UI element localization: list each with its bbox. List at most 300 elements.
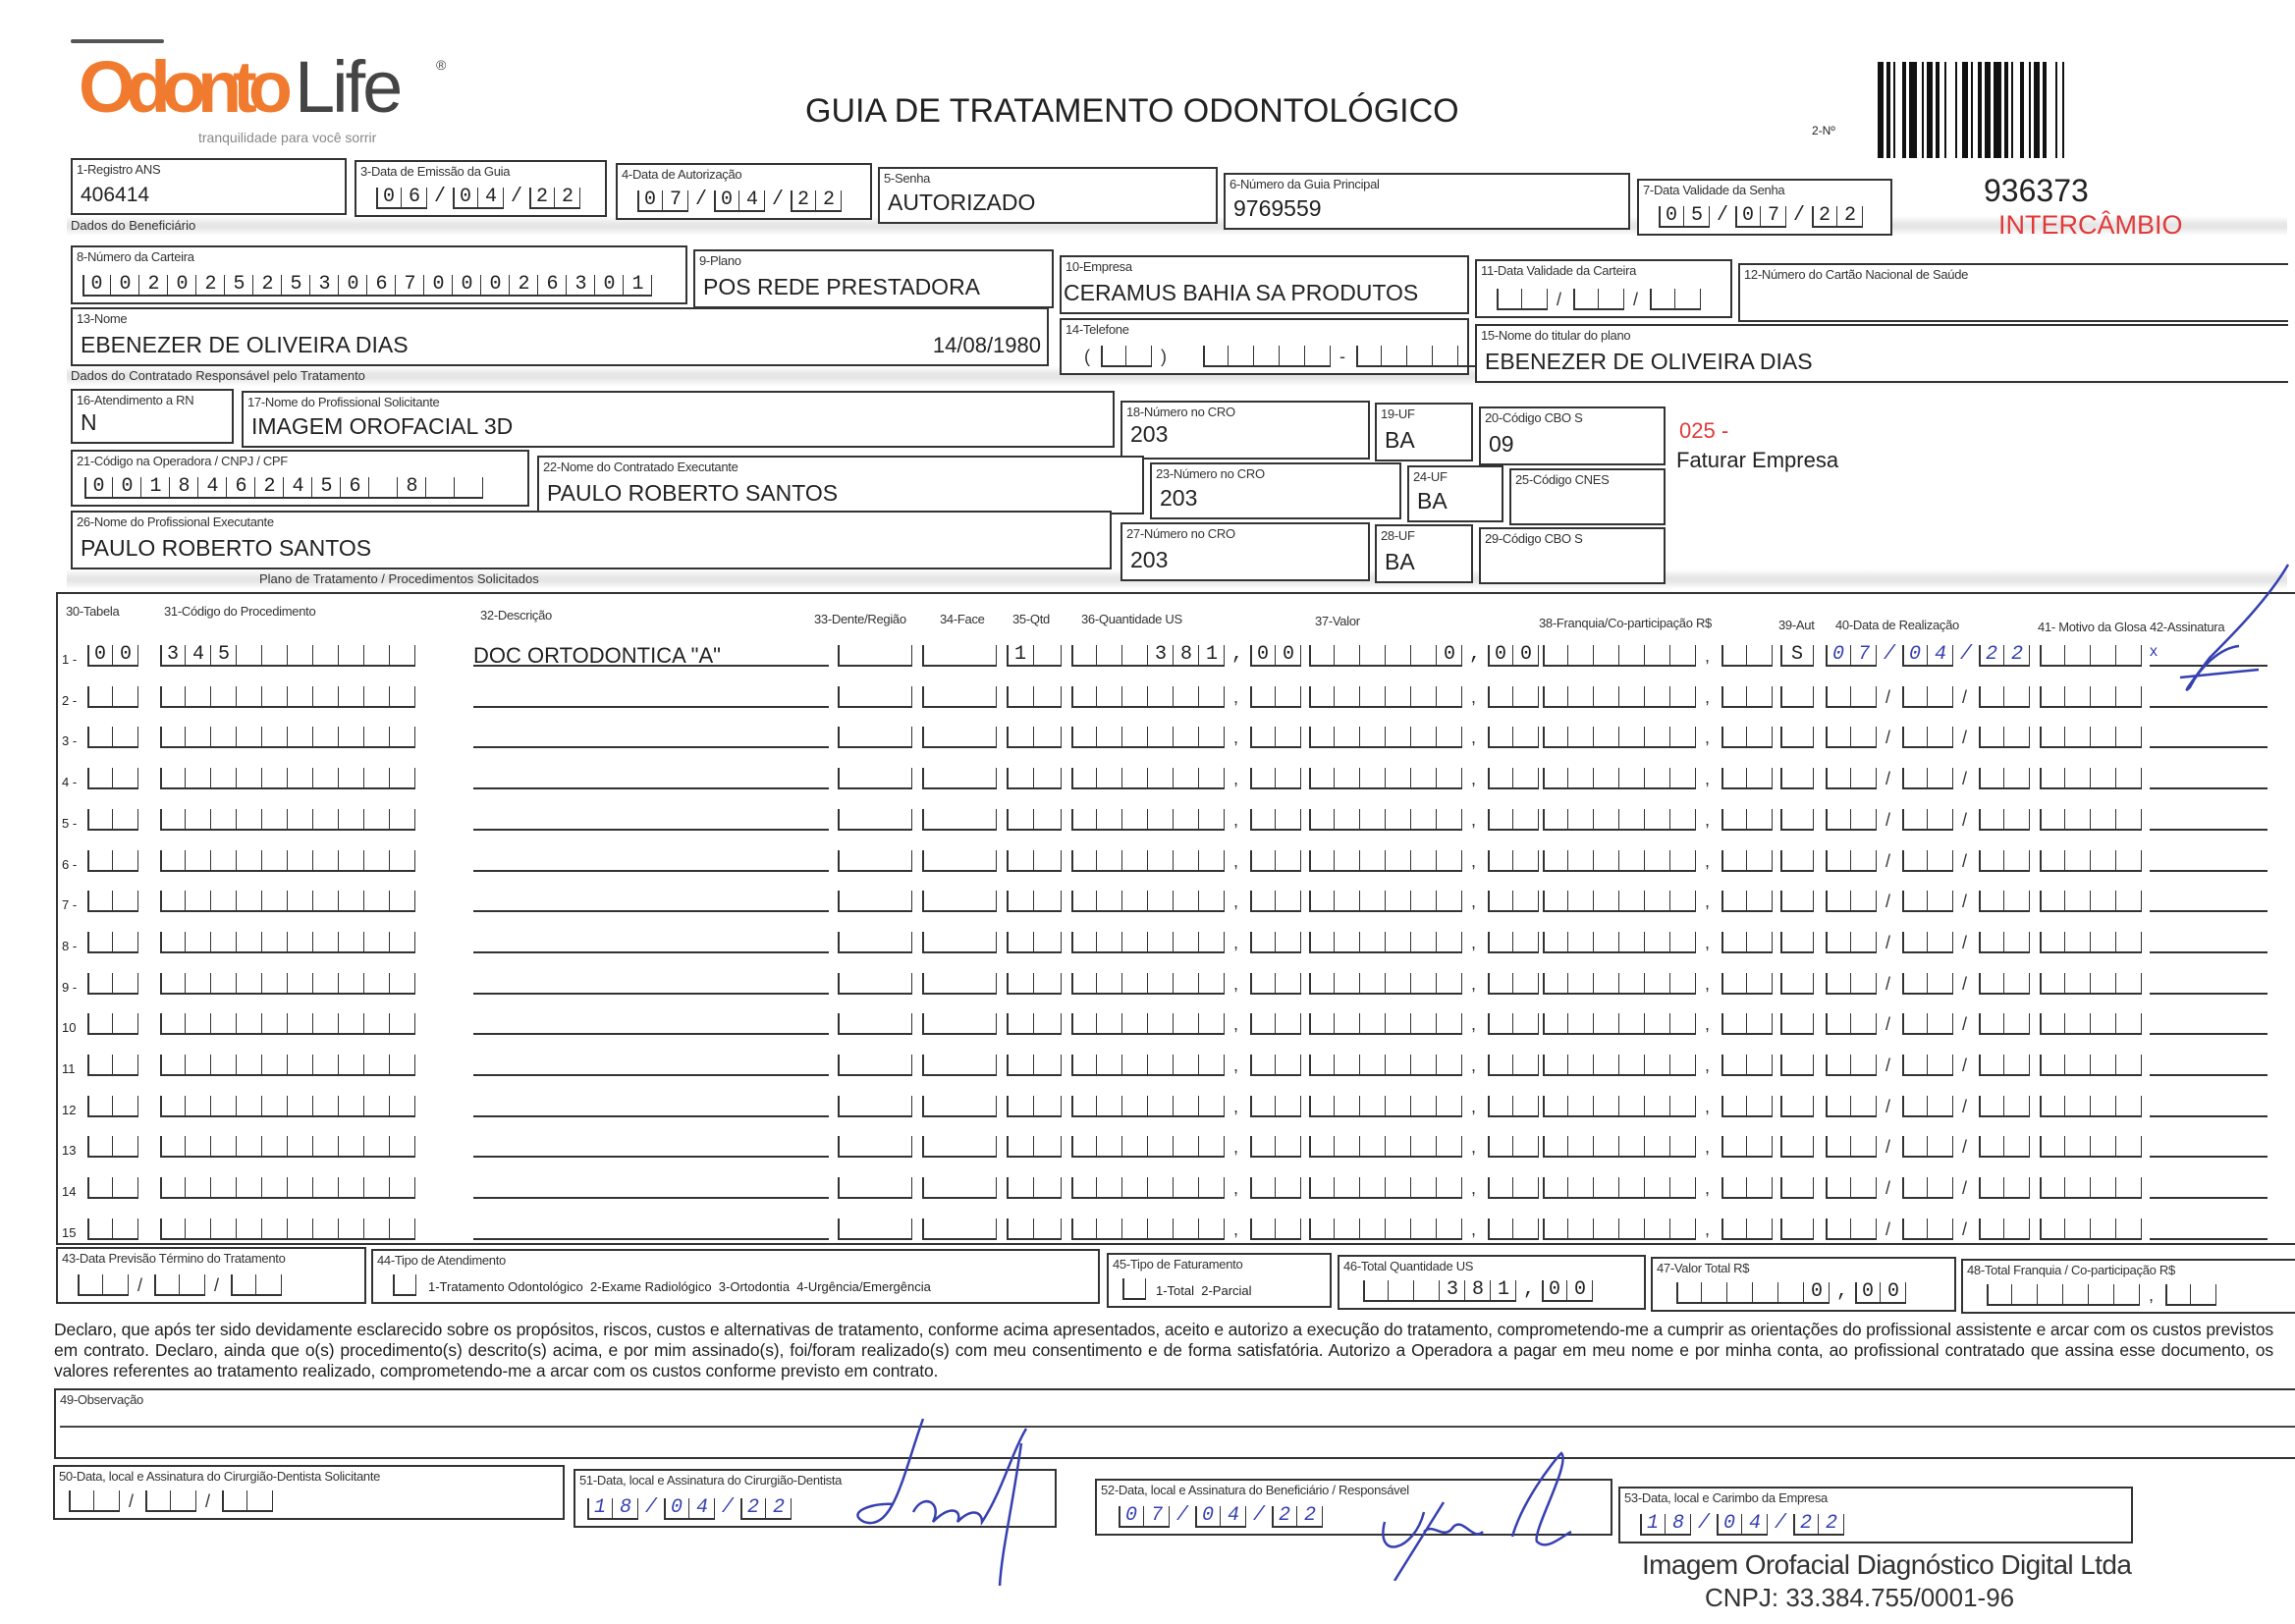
char-cell[interactable] <box>1543 1096 1568 1117</box>
char-cell[interactable] <box>1568 1218 1594 1240</box>
char-cell[interactable] <box>1250 932 1276 953</box>
char-cell[interactable] <box>262 1136 288 1158</box>
char-cell[interactable] <box>1619 891 1645 912</box>
char-cell[interactable] <box>1488 1218 1513 1240</box>
char-cell[interactable] <box>390 850 415 872</box>
char-cell[interactable] <box>339 727 364 748</box>
char-cell[interactable] <box>1437 850 1462 872</box>
char-cell[interactable] <box>160 850 186 872</box>
char-cell[interactable] <box>1360 1013 1386 1035</box>
char-cell[interactable] <box>1670 973 1696 995</box>
char-cell[interactable] <box>1122 973 1148 995</box>
char-cell[interactable] <box>237 850 262 872</box>
char-cell[interactable] <box>288 645 313 667</box>
char-cell[interactable] <box>1122 1096 1148 1117</box>
char-cell[interactable] <box>1780 768 1814 789</box>
char-cell[interactable] <box>1174 1136 1199 1158</box>
char-cell[interactable] <box>288 809 313 831</box>
char-cell[interactable] <box>1543 1136 1568 1158</box>
char-cell[interactable] <box>1097 1096 1122 1117</box>
char-cell[interactable] <box>1034 973 1062 995</box>
char-cell[interactable] <box>1386 1013 1411 1035</box>
char-cell[interactable] <box>1488 1136 1513 1158</box>
char-cell[interactable] <box>1645 686 1670 708</box>
char-cell[interactable] <box>2091 1177 2116 1199</box>
char-cell[interactable] <box>1488 1096 1513 1117</box>
char-cell[interactable] <box>1250 686 1276 708</box>
char-cell[interactable] <box>1437 1096 1462 1117</box>
char-cell[interactable] <box>1360 891 1386 912</box>
char-cell[interactable] <box>2040 1218 2065 1240</box>
char-cell[interactable] <box>1437 973 1462 995</box>
char-cell[interactable] <box>1619 1055 1645 1076</box>
assinatura-field[interactable] <box>2150 807 2268 831</box>
char-cell[interactable] <box>1780 1013 1814 1035</box>
descricao-field[interactable] <box>473 807 829 831</box>
char-cell[interactable] <box>1645 891 1670 912</box>
char-cell[interactable] <box>1437 1177 1462 1199</box>
char-cell[interactable] <box>1250 973 1276 995</box>
char-cell[interactable] <box>186 1136 211 1158</box>
char-cell[interactable] <box>1979 973 2004 995</box>
char-cell[interactable] <box>2091 850 2116 872</box>
assinatura-field[interactable]: x <box>2150 643 2268 667</box>
char-cell[interactable] <box>2116 1218 2142 1240</box>
char-cell[interactable] <box>1902 891 1928 912</box>
char-cell[interactable] <box>2040 727 2065 748</box>
char-cell[interactable] <box>1250 891 1276 912</box>
char-cell[interactable] <box>113 850 138 872</box>
char-cell[interactable] <box>211 850 237 872</box>
char-cell[interactable] <box>1034 1136 1062 1158</box>
char-cell[interactable] <box>113 1218 138 1240</box>
char-cell[interactable] <box>339 932 364 953</box>
char-cell[interactable] <box>838 891 912 912</box>
char-cell[interactable] <box>1594 1218 1619 1240</box>
char-cell[interactable] <box>1513 1013 1539 1035</box>
char-cell[interactable] <box>186 768 211 789</box>
char-cell[interactable] <box>2004 891 2030 912</box>
char-cell[interactable] <box>262 932 288 953</box>
char-cell[interactable] <box>1148 1013 1174 1035</box>
char-cell[interactable] <box>1851 932 1877 953</box>
char-cell[interactable] <box>1034 891 1062 912</box>
char-cell[interactable] <box>237 768 262 789</box>
char-cell[interactable] <box>339 1177 364 1199</box>
char-cell[interactable] <box>1670 1177 1696 1199</box>
char-cell[interactable] <box>1276 1218 1301 1240</box>
char-cell[interactable] <box>1007 1055 1034 1076</box>
char-cell[interactable] <box>1721 809 1747 831</box>
char-cell[interactable] <box>1276 1096 1301 1117</box>
char-cell[interactable] <box>1148 973 1174 995</box>
descricao-field[interactable]: DOC ORTODONTICA "A" <box>473 643 829 667</box>
char-cell[interactable] <box>1386 932 1411 953</box>
char-cell[interactable] <box>838 809 912 831</box>
char-cell[interactable] <box>160 809 186 831</box>
char-cell[interactable] <box>922 1013 997 1035</box>
char-cell[interactable] <box>1721 1177 1747 1199</box>
char-cell[interactable] <box>1928 1177 1953 1199</box>
char-cell[interactable] <box>1250 809 1276 831</box>
char-cell[interactable] <box>113 891 138 912</box>
char-cell[interactable] <box>288 1136 313 1158</box>
char-cell[interactable] <box>2004 932 2030 953</box>
char-cell[interactable] <box>1386 1096 1411 1117</box>
char-cell[interactable] <box>1305 346 1331 367</box>
assinatura-field[interactable] <box>2150 1094 2268 1117</box>
char-cell[interactable] <box>1097 1013 1122 1035</box>
char-cell[interactable] <box>87 809 113 831</box>
char-cell[interactable] <box>2065 768 2091 789</box>
char-cell[interactable] <box>1747 1177 1773 1199</box>
char-cell[interactable] <box>1780 1096 1814 1117</box>
char-cell[interactable] <box>1097 1055 1122 1076</box>
char-cell[interactable] <box>1670 1136 1696 1158</box>
char-cell[interactable] <box>922 891 997 912</box>
char-cell[interactable] <box>1360 768 1386 789</box>
char-cell[interactable] <box>364 809 390 831</box>
char-cell[interactable] <box>1122 1055 1148 1076</box>
char-cell[interactable] <box>1747 727 1773 748</box>
char-cell[interactable] <box>1979 1218 2004 1240</box>
char-cell[interactable] <box>1780 973 1814 995</box>
char-cell[interactable] <box>1675 289 1701 310</box>
char-cell[interactable] <box>390 932 415 953</box>
char-cell[interactable] <box>1851 727 1877 748</box>
char-cell[interactable] <box>1979 932 2004 953</box>
char-cell[interactable] <box>1007 1177 1034 1199</box>
char-cell[interactable] <box>2091 891 2116 912</box>
char-cell[interactable] <box>1619 768 1645 789</box>
char-cell[interactable] <box>87 727 113 748</box>
char-cell[interactable] <box>1335 891 1360 912</box>
char-cell[interactable] <box>2091 973 2116 995</box>
char-cell[interactable] <box>237 727 262 748</box>
char-cell[interactable] <box>1034 850 1062 872</box>
char-cell[interactable] <box>186 1177 211 1199</box>
char-cell[interactable] <box>1360 932 1386 953</box>
char-cell[interactable] <box>1309 686 1335 708</box>
char-cell[interactable] <box>1826 1055 1851 1076</box>
char-cell[interactable] <box>1437 768 1462 789</box>
char-cell[interactable] <box>922 1055 997 1076</box>
char-cell[interactable] <box>2040 850 2065 872</box>
char-cell[interactable] <box>1276 1177 1301 1199</box>
char-cell[interactable] <box>1148 850 1174 872</box>
char-cell[interactable] <box>1335 1055 1360 1076</box>
char-cell[interactable] <box>2004 727 2030 748</box>
char-cell[interactable] <box>2040 1096 2065 1117</box>
char-cell[interactable] <box>1928 1013 1953 1035</box>
char-cell[interactable] <box>288 891 313 912</box>
char-cell[interactable] <box>2091 1218 2116 1240</box>
char-cell[interactable] <box>364 727 390 748</box>
char-cell[interactable] <box>1097 891 1122 912</box>
char-cell[interactable] <box>113 768 138 789</box>
char-cell[interactable] <box>1979 850 2004 872</box>
char-cell[interactable] <box>2004 1013 2030 1035</box>
char-cell[interactable] <box>2065 973 2091 995</box>
char-cell[interactable] <box>1543 809 1568 831</box>
char-cell[interactable] <box>1928 1136 1953 1158</box>
char-cell[interactable] <box>2065 809 2091 831</box>
char-cell[interactable] <box>1619 727 1645 748</box>
char-cell[interactable] <box>1488 768 1513 789</box>
char-cell[interactable] <box>1356 346 1382 367</box>
char-cell[interactable] <box>1513 850 1539 872</box>
char-cell[interactable] <box>1309 809 1335 831</box>
char-cell[interactable] <box>1902 809 1928 831</box>
char-cell[interactable] <box>1543 686 1568 708</box>
char-cell[interactable] <box>1747 1013 1773 1035</box>
char-cell[interactable] <box>1851 1096 1877 1117</box>
char-cell[interactable] <box>1594 1136 1619 1158</box>
char-cell[interactable] <box>1034 727 1062 748</box>
char-cell[interactable] <box>237 686 262 708</box>
char-cell[interactable] <box>1280 346 1305 367</box>
char-cell[interactable] <box>1670 768 1696 789</box>
char-cell[interactable] <box>288 973 313 995</box>
char-cell[interactable] <box>1826 686 1851 708</box>
char-cell[interactable] <box>1513 1218 1539 1240</box>
char-cell[interactable] <box>1199 1218 1225 1240</box>
char-cell[interactable] <box>393 1274 416 1296</box>
char-cell[interactable] <box>1902 1096 1928 1117</box>
char-cell[interactable] <box>1851 891 1877 912</box>
char-cell[interactable] <box>1250 768 1276 789</box>
char-cell[interactable] <box>1071 727 1097 748</box>
char-cell[interactable] <box>1928 891 1953 912</box>
assinatura-field[interactable] <box>2150 1175 2268 1199</box>
char-cell[interactable] <box>1826 850 1851 872</box>
char-cell[interactable] <box>922 1177 997 1199</box>
char-cell[interactable] <box>1411 932 1437 953</box>
char-cell[interactable] <box>1645 1096 1670 1117</box>
char-cell[interactable] <box>2165 1284 2191 1306</box>
char-cell[interactable] <box>1747 645 1773 667</box>
char-cell[interactable] <box>1309 850 1335 872</box>
char-cell[interactable] <box>1097 932 1122 953</box>
char-cell[interactable] <box>1250 1013 1276 1035</box>
char-cell[interactable] <box>237 932 262 953</box>
char-cell[interactable] <box>237 1136 262 1158</box>
char-cell[interactable] <box>1174 1013 1199 1035</box>
char-cell[interactable] <box>455 477 483 499</box>
char-cell[interactable] <box>186 850 211 872</box>
char-cell[interactable] <box>1488 1013 1513 1035</box>
char-cell[interactable] <box>1276 850 1301 872</box>
char-cell[interactable] <box>103 1274 129 1296</box>
char-cell[interactable] <box>2040 645 2065 667</box>
char-cell[interactable] <box>211 1218 237 1240</box>
char-cell[interactable] <box>2114 1284 2140 1306</box>
char-cell[interactable] <box>1382 346 1407 367</box>
char-cell[interactable] <box>922 645 997 667</box>
char-cell[interactable] <box>1594 973 1619 995</box>
char-cell[interactable] <box>2004 1218 2030 1240</box>
char-cell[interactable] <box>1826 891 1851 912</box>
char-cell[interactable] <box>1543 1055 1568 1076</box>
char-cell[interactable] <box>1097 1136 1122 1158</box>
char-cell[interactable] <box>87 973 113 995</box>
char-cell[interactable] <box>1335 768 1360 789</box>
char-cell[interactable] <box>1645 1136 1670 1158</box>
char-cell[interactable] <box>1568 1013 1594 1035</box>
char-cell[interactable] <box>1386 1136 1411 1158</box>
char-cell[interactable] <box>1721 932 1747 953</box>
char-cell[interactable] <box>288 932 313 953</box>
char-cell[interactable] <box>1411 1013 1437 1035</box>
char-cell[interactable] <box>1360 973 1386 995</box>
char-cell[interactable] <box>160 1218 186 1240</box>
char-cell[interactable] <box>1148 932 1174 953</box>
char-cell[interactable] <box>1568 645 1594 667</box>
char-cell[interactable] <box>1780 891 1814 912</box>
char-cell[interactable] <box>1568 1055 1594 1076</box>
char-cell[interactable] <box>1826 1136 1851 1158</box>
char-cell[interactable] <box>1670 727 1696 748</box>
char-cell[interactable] <box>922 1218 997 1240</box>
char-cell[interactable] <box>288 1218 313 1240</box>
char-cell[interactable] <box>1437 727 1462 748</box>
char-cell[interactable] <box>390 973 415 995</box>
char-cell[interactable] <box>1721 973 1747 995</box>
char-cell[interactable] <box>1199 1013 1225 1035</box>
char-cell[interactable] <box>1826 932 1851 953</box>
char-cell[interactable] <box>1979 1177 2004 1199</box>
char-cell[interactable] <box>2116 1177 2142 1199</box>
char-cell[interactable] <box>186 973 211 995</box>
char-cell[interactable] <box>237 809 262 831</box>
char-cell[interactable] <box>1386 1218 1411 1240</box>
char-cell[interactable] <box>1979 891 2004 912</box>
char-cell[interactable] <box>2038 1284 2063 1306</box>
char-cell[interactable] <box>1670 686 1696 708</box>
char-cell[interactable] <box>1826 973 1851 995</box>
char-cell[interactable] <box>1488 686 1513 708</box>
char-cell[interactable] <box>237 1177 262 1199</box>
char-cell[interactable] <box>1594 686 1619 708</box>
char-cell[interactable] <box>262 686 288 708</box>
char-cell[interactable] <box>1619 850 1645 872</box>
char-cell[interactable] <box>87 891 113 912</box>
char-cell[interactable] <box>186 1055 211 1076</box>
char-cell[interactable] <box>838 1055 912 1076</box>
char-cell[interactable] <box>1670 1013 1696 1035</box>
char-cell[interactable] <box>1386 850 1411 872</box>
char-cell[interactable] <box>1122 850 1148 872</box>
char-cell[interactable] <box>1174 686 1199 708</box>
char-cell[interactable] <box>1309 1096 1335 1117</box>
char-cell[interactable] <box>1276 932 1301 953</box>
char-cell[interactable] <box>1928 932 1953 953</box>
char-cell[interactable] <box>256 1274 282 1296</box>
char-cell[interactable] <box>160 932 186 953</box>
char-cell[interactable] <box>1437 1013 1462 1035</box>
char-cell[interactable] <box>87 1218 113 1240</box>
char-cell[interactable] <box>1148 727 1174 748</box>
char-cell[interactable] <box>1097 1218 1122 1240</box>
char-cell[interactable] <box>2091 727 2116 748</box>
char-cell[interactable] <box>1433 346 1458 367</box>
char-cell[interactable] <box>1174 1055 1199 1076</box>
char-cell[interactable] <box>1645 973 1670 995</box>
descricao-field[interactable] <box>473 684 829 708</box>
char-cell[interactable] <box>1250 1055 1276 1076</box>
char-cell[interactable] <box>1437 809 1462 831</box>
char-cell[interactable] <box>1488 809 1513 831</box>
char-cell[interactable] <box>339 686 364 708</box>
char-cell[interactable] <box>1721 686 1747 708</box>
char-cell[interactable] <box>1902 1136 1928 1158</box>
char-cell[interactable] <box>262 1013 288 1035</box>
char-cell[interactable] <box>1747 768 1773 789</box>
char-cell[interactable] <box>313 1055 339 1076</box>
char-cell[interactable] <box>339 850 364 872</box>
char-cell[interactable] <box>2116 1055 2142 1076</box>
char-cell[interactable] <box>237 1096 262 1117</box>
char-cell[interactable] <box>1650 289 1675 310</box>
char-cell[interactable] <box>1780 1055 1814 1076</box>
char-cell[interactable] <box>838 973 912 995</box>
char-cell[interactable] <box>1411 727 1437 748</box>
char-cell[interactable] <box>1411 850 1437 872</box>
char-cell[interactable] <box>1513 973 1539 995</box>
char-cell[interactable] <box>1360 727 1386 748</box>
char-cell[interactable] <box>1619 1218 1645 1240</box>
descricao-field[interactable] <box>473 1011 829 1035</box>
char-cell[interactable] <box>1670 891 1696 912</box>
char-cell[interactable] <box>313 1177 339 1199</box>
char-cell[interactable] <box>113 973 138 995</box>
char-cell[interactable] <box>1851 809 1877 831</box>
char-cell[interactable] <box>1928 850 1953 872</box>
char-cell[interactable] <box>1250 1096 1276 1117</box>
char-cell[interactable] <box>160 1096 186 1117</box>
char-cell[interactable] <box>1979 768 2004 789</box>
char-cell[interactable] <box>288 850 313 872</box>
char-cell[interactable] <box>1034 686 1062 708</box>
char-cell[interactable] <box>1780 809 1814 831</box>
char-cell[interactable] <box>1826 1013 1851 1035</box>
char-cell[interactable] <box>1174 973 1199 995</box>
char-cell[interactable] <box>1122 1013 1148 1035</box>
char-cell[interactable] <box>1488 727 1513 748</box>
char-cell[interactable] <box>1543 932 1568 953</box>
char-cell[interactable] <box>1097 768 1122 789</box>
assinatura-field[interactable] <box>2150 971 2268 995</box>
char-cell[interactable] <box>364 973 390 995</box>
char-cell[interactable] <box>262 1096 288 1117</box>
char-cell[interactable] <box>1148 1096 1174 1117</box>
char-cell[interactable] <box>1174 1177 1199 1199</box>
char-cell[interactable] <box>2065 850 2091 872</box>
char-cell[interactable] <box>160 686 186 708</box>
char-cell[interactable] <box>1034 809 1062 831</box>
char-cell[interactable] <box>1645 768 1670 789</box>
char-cell[interactable] <box>1488 891 1513 912</box>
char-cell[interactable] <box>390 1177 415 1199</box>
char-cell[interactable] <box>1174 850 1199 872</box>
char-cell[interactable] <box>1826 1218 1851 1240</box>
char-cell[interactable] <box>1174 891 1199 912</box>
char-cell[interactable] <box>1594 1177 1619 1199</box>
char-cell[interactable] <box>838 1218 912 1240</box>
char-cell[interactable] <box>211 1177 237 1199</box>
char-cell[interactable] <box>113 1013 138 1035</box>
char-cell[interactable] <box>160 727 186 748</box>
